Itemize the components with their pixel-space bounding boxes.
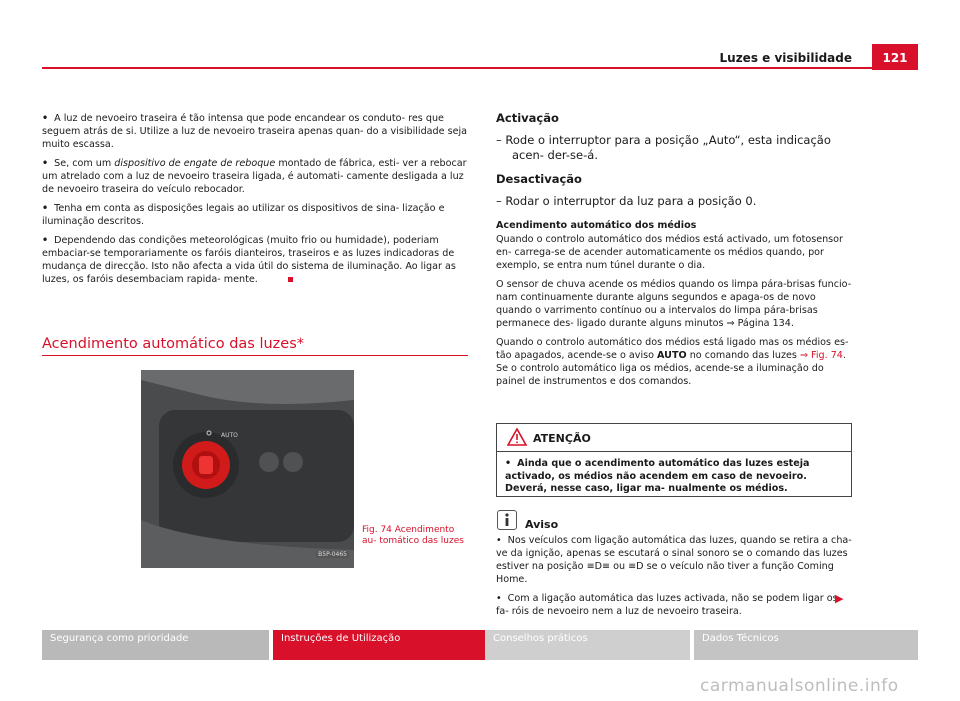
right-column: [496, 112, 854, 394]
warning-box: [496, 423, 852, 497]
side-light-symbol: ≡D: [628, 561, 644, 572]
note-text: Com a ligação automática das luzes activada, não se podem ligar os fa- róis de nevoeiro nem a luz de nevoeiro traseira.: [496, 593, 838, 617]
paragraph: [496, 336, 854, 388]
activation-heading: Activação: [496, 111, 559, 125]
note-text-mid: ou: [610, 561, 629, 572]
figure-code: B5P-0465: [318, 551, 347, 558]
header-rule: [42, 67, 918, 69]
deactivation-heading: Desactivação: [496, 172, 582, 186]
warning-title: ATENÇÃO: [533, 432, 591, 445]
auto-label: AUTO: [221, 432, 238, 439]
note-title: Aviso: [525, 518, 559, 531]
activation-step: – Rode o interruptor para a posição „Auto“, esta indicação acen- der-se-á.: [496, 133, 831, 162]
warning-triangle-icon: [507, 428, 527, 446]
bullet-text: Tenha em conta as disposições legais ao utilizar os dispositivos de sina- lização e iluminação descritos.: [42, 203, 445, 227]
subheading: Acendimento automático dos médios: [496, 220, 697, 231]
paragraph-mid: no comando das luzes: [686, 350, 800, 361]
dashboard-top: [141, 370, 354, 404]
warning-text-content: Ainda que o acendimento automático das luzes esteja activado, os médios não acendem em caso de nevoeiro. Deverá, nesse caso, ligar ma- nualmente os médios.: [505, 458, 810, 494]
bullet-text: A luz de nevoeiro traseira é tão intensa que pode encandear os conduto- res que seguem atrás de si. Utilize a luz de nevoeiro traseira apenas quan- do a visibilidade seja muito escassa.: [42, 113, 468, 150]
left-column: [42, 112, 470, 292]
bullet-item: • Dependendo das condições meteorológicas (muito frio ou humidade), poderiam embaciar-se temporariamente os faróis dianteiros, traseiros e as luzes indicadoras de mudança de direcção. Isto não afecta a vida útil do sistema de iluminação. Ao ligar as luzes, os faróis desembaciam rapida- mente.: [42, 235, 456, 285]
continue-arrow-icon: ▶: [835, 592, 844, 605]
dimmer-wheel: [259, 452, 279, 472]
bullet-text-italic: dispositivo de engate de reboque: [114, 158, 276, 169]
section-title: Acendimento automático das luzes*: [42, 336, 304, 352]
footer-tab-label: Instruções de Utilização: [281, 633, 401, 644]
footer-tab-label: Dados Técnicos: [702, 633, 779, 644]
note-bullet: • Com a ligação automática das luzes activada, não se podem ligar os fa- róis de nevoeiro nem a luz de nevoeiro traseira.: [496, 593, 838, 617]
end-of-section-mark: [288, 277, 293, 282]
note-text-post: se o veículo não tiver a função Coming Home.: [496, 561, 834, 585]
warning-header: [497, 424, 851, 452]
note-body: [496, 534, 852, 624]
section-rule: [42, 355, 468, 356]
footer-tab-tips[interactable]: [485, 630, 690, 660]
bullet-item: • Tenha em conta as disposições legais ao utilizar os dispositivos de sina- lização e iluminação descritos.: [42, 203, 445, 227]
footer-tab-technical[interactable]: [694, 630, 918, 660]
fog-light-symbol: ≡D≡: [586, 561, 611, 572]
footer-tab-label: Conselhos práticos: [493, 633, 588, 644]
bullet-item: • Se, com um dispositivo de engate de reboque montado de fábrica, esti- ver a rebocar um atrelado com a luz de nevoeiro traseira ligada, é automati- camente desligada a luz de nevoeiro traseira do veículo rebocador.: [42, 158, 467, 195]
footer-tab-safety[interactable]: [42, 630, 269, 660]
footer-tab-instructions[interactable]: [273, 630, 490, 660]
headlight-range-wheel: [283, 452, 303, 472]
footer-tab-label: Segurança como prioridade: [50, 633, 189, 644]
light-switch-illustration: [141, 370, 354, 568]
warning-text: • Ainda que o acendimento automático das luzes esteja activado, os médios não acendem em caso de nevoeiro. Deverá, nesse caso, ligar ma- nualmente os médios.: [505, 458, 810, 494]
bullet-text-post: montado de fábrica, esti- ver a rebocar um atrelado com a luz de nevoeiro traseira ligada, é automati- camente desligada a luz de nevoeiro traseira do veículo rebocador.: [42, 158, 467, 195]
paragraph: Quando o controlo automático dos médios está activado, um fotosensor en- carrega-se de acender automaticamente os médios quando, por exemplo, se entra num túnel durante o dia.: [496, 234, 843, 271]
deactivation-step: – Rodar o interruptor da luz para a posição 0.: [496, 194, 757, 208]
watermark: carmanualsonline.info: [700, 676, 899, 696]
info-glyph-icon: [498, 511, 516, 529]
info-note-icon: [497, 510, 517, 530]
note-bullet: • Nos veículos com ligação automática das luzes, quando se retira a cha- ve da ignição, apenas se escutará o sinal sonoro se o comando das luzes estiver na posição ≡D≡ ou ≡D se o veículo não tiver a função Coming Home.: [496, 535, 852, 585]
paragraph: O sensor de chuva acende os médios quando os limpa pára-brisas funcio- nam continuamente durante alguns segundos e apaga-os de novo quando o varrimento contínuo ou a intervalos do limpa pára-brisas permanece des- ligado durante alguns minutos ⇒ Página 134.: [496, 279, 852, 329]
note-text-pre: Nos veículos com ligação automática das luzes, quando se retira a cha- ve da ignição, apenas se escutará o sinal sonoro se o comando das luzes estiver na posição: [496, 535, 852, 572]
paragraph-pre: Quando o controlo automático dos médios está ligado mas os médios es- tão apagados, acende-se o aviso: [496, 337, 849, 361]
page-header-title: Luzes e visibilidade: [719, 51, 852, 65]
figure-caption: Fig. 74 Acendimento au- tomático das luzes: [362, 525, 464, 546]
knob-grip: [199, 456, 213, 474]
figure-link[interactable]: ⇒ Fig. 74: [799, 350, 843, 361]
bullet-text: Dependendo das condições meteorológicas (muito frio ou humidade), poderiam embaciar-se temporariamente os faróis dianteiros, traseiros e as luzes indicadoras de mudança de direcção. Isto não afecta a vida útil do sistema de iluminação. Ao ligar as luzes, os faróis desembaciam rapida- mente.: [42, 235, 456, 285]
bullet-item: • A luz de nevoeiro traseira é tão intensa que pode encandear os conduto- res que seguem atrás de si. Utilize a luz de nevoeiro traseira apenas quan- do a visibilidade seja muito escassa.: [42, 113, 468, 150]
auto-symbol: AUTO: [657, 350, 687, 361]
bullet-text-pre: Se, com um: [54, 158, 115, 169]
paragraph-post: . Se o controlo automático liga os médios, acende-se a iluminação do painel de instrumentos e dos comandos.: [496, 350, 846, 387]
figure-74-photo: [141, 370, 354, 568]
page-number: 121: [882, 51, 908, 65]
